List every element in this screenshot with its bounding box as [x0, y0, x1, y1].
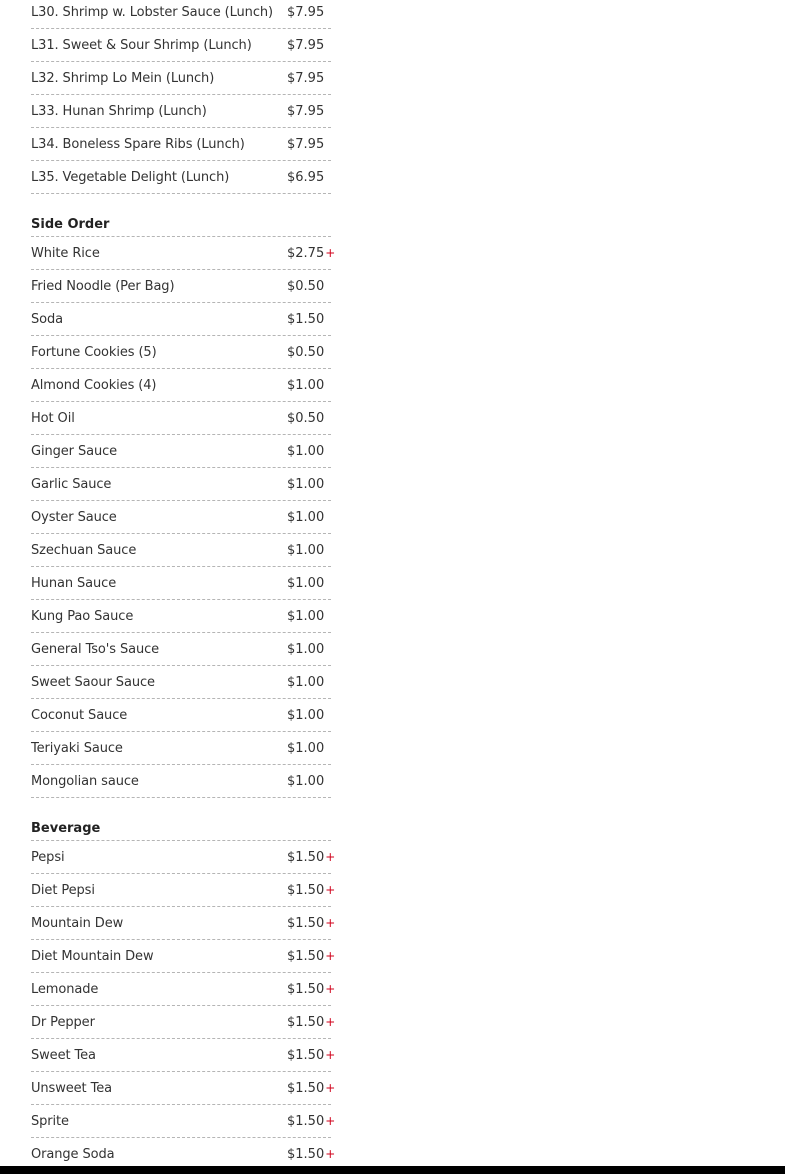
menu-item-price	[287, 477, 331, 492]
menu-item-price	[287, 882, 336, 898]
menu-item-row[interactable]	[31, 940, 336, 973]
menu-item-price	[287, 543, 331, 558]
price-value: $1.00	[287, 476, 325, 492]
price-value: $1.50	[287, 882, 325, 898]
menu-item-price	[287, 312, 331, 327]
menu-item-name: Fortune Cookies (5)	[31, 344, 157, 360]
price-value: $6.95	[287, 169, 325, 185]
menu-item-name: Hot Oil	[31, 410, 75, 426]
menu-item-name: L31. Sweet & Sour Shrimp (Lunch)	[31, 37, 252, 53]
more-options-indicator: +	[325, 1147, 336, 1161]
menu-item-row[interactable]	[31, 468, 331, 501]
menu-item-row[interactable]	[31, 600, 331, 633]
menu-item-row[interactable]	[31, 95, 331, 128]
price-value: $1.00	[287, 674, 325, 690]
menu-item-row[interactable]	[31, 666, 331, 699]
menu-item-name: Garlic Sauce	[31, 476, 112, 492]
menu-item-name: L30. Shrimp w. Lobster Sauce (Lunch)	[31, 4, 273, 20]
menu-item-row[interactable]	[31, 336, 331, 369]
menu-item-row[interactable]	[31, 732, 331, 765]
price-value: $1.50	[287, 1047, 325, 1063]
menu-item-price	[287, 345, 331, 360]
more-options-indicator: +	[325, 916, 336, 930]
more-options-indicator: +	[325, 982, 336, 996]
menu-item-price	[287, 1113, 336, 1129]
menu-item-price	[287, 948, 336, 964]
bottom-bar	[0, 1166, 785, 1174]
menu-item-row[interactable]	[31, 237, 336, 270]
menu-item-name: Almond Cookies (4)	[31, 377, 157, 393]
menu-item-name: Hunan Sauce	[31, 575, 117, 591]
menu-item-name: L35. Vegetable Delight (Lunch)	[31, 169, 230, 185]
price-value: $1.00	[287, 575, 325, 591]
price-value: $7.95	[287, 70, 325, 86]
menu-item-row[interactable]	[31, 1072, 336, 1105]
menu-item-row[interactable]	[31, 907, 336, 940]
price-value: $1.50	[287, 981, 325, 997]
price-value: $1.50	[287, 1014, 325, 1030]
price-value: $1.00	[287, 773, 325, 789]
menu-item-row[interactable]	[31, 567, 331, 600]
menu-item-name: Teriyaki Sauce	[31, 740, 123, 756]
menu-item-price	[287, 741, 331, 756]
menu-item-row[interactable]	[31, 1006, 336, 1039]
menu-item-price	[287, 38, 331, 53]
menu-item-name: Sweet Tea	[31, 1047, 96, 1063]
menu-item-name: Kung Pao Sauce	[31, 608, 134, 624]
menu-item-name: Orange Soda	[31, 1146, 115, 1162]
menu-item-name: Mongolian sauce	[31, 773, 139, 789]
menu-item-price	[287, 170, 331, 185]
price-value: $1.00	[287, 740, 325, 756]
more-options-indicator: +	[325, 850, 336, 864]
menu-item-price	[287, 1146, 336, 1162]
menu-item-row[interactable]	[31, 270, 331, 303]
menu-item-name: Diet Mountain Dew	[31, 948, 154, 964]
price-value: $1.50	[287, 311, 325, 327]
menu-item-name: Ginger Sauce	[31, 443, 118, 459]
menu-item-row[interactable]	[31, 973, 336, 1006]
menu-item-price	[287, 774, 331, 789]
menu-item-price	[287, 279, 331, 294]
menu-item-row[interactable]	[31, 633, 331, 666]
price-value: $1.50	[287, 1113, 325, 1129]
more-options-indicator: +	[325, 883, 336, 897]
menu-item-name: Mountain Dew	[31, 915, 124, 931]
menu-item-row[interactable]	[31, 435, 331, 468]
menu-item-price	[287, 1047, 336, 1063]
price-value: $0.50	[287, 344, 325, 360]
price-value: $1.50	[287, 1146, 325, 1162]
price-value: $0.50	[287, 278, 325, 294]
menu-item-price	[287, 411, 331, 426]
menu-item-name: Sweet Saour Sauce	[31, 674, 155, 690]
menu-item-price	[287, 849, 336, 865]
price-value: $1.00	[287, 641, 325, 657]
menu-item-price	[287, 675, 331, 690]
menu-item-name: L32. Shrimp Lo Mein (Lunch)	[31, 70, 215, 86]
menu-item-name: Diet Pepsi	[31, 882, 95, 898]
menu-item-row[interactable]	[31, 534, 331, 567]
menu-item-price	[287, 609, 331, 624]
menu-item-price	[287, 137, 331, 152]
menu-item-row[interactable]	[31, 501, 331, 534]
menu-item-row[interactable]	[31, 0, 331, 29]
menu-item-name: Fried Noodle (Per Bag)	[31, 278, 175, 294]
menu-item-row[interactable]	[31, 841, 336, 874]
menu-item-name: Szechuan Sauce	[31, 542, 137, 558]
menu-item-row[interactable]	[31, 699, 331, 732]
price-value: $1.00	[287, 707, 325, 723]
menu-item-row[interactable]	[31, 1039, 336, 1072]
price-value: $1.00	[287, 608, 325, 624]
more-options-indicator: +	[325, 1114, 336, 1128]
menu-item-price	[287, 1014, 336, 1030]
price-value: $1.00	[287, 509, 325, 525]
more-options-indicator: +	[325, 1081, 336, 1095]
section-spacer	[31, 194, 331, 205]
menu-item-row[interactable]	[31, 161, 331, 194]
price-value: $7.95	[287, 136, 325, 152]
menu-item-row[interactable]	[31, 29, 331, 62]
menu-item-name: Coconut Sauce	[31, 707, 128, 723]
menu-item-price	[287, 1080, 336, 1096]
menu-item-price	[287, 576, 331, 591]
menu-item-row[interactable]	[31, 369, 331, 402]
price-value: $2.75	[287, 245, 325, 261]
menu-item-price	[287, 245, 336, 261]
menu-item-name: Dr Pepper	[31, 1014, 95, 1030]
menu-item-price	[287, 510, 331, 525]
price-value: $1.50	[287, 1080, 325, 1096]
more-options-indicator: +	[325, 949, 336, 963]
menu-item-row[interactable]	[31, 874, 336, 907]
menu-item-price	[287, 104, 331, 119]
menu-item-row[interactable]	[31, 765, 331, 798]
price-value: $1.50	[287, 849, 325, 865]
menu-item-name: Unsweet Tea	[31, 1080, 112, 1096]
price-value: $1.00	[287, 443, 325, 459]
menu-item-row[interactable]	[31, 128, 331, 161]
menu-item-name: L33. Hunan Shrimp (Lunch)	[31, 103, 207, 119]
price-value: $1.00	[287, 542, 325, 558]
price-value: $1.00	[287, 377, 325, 393]
menu-item-name: White Rice	[31, 245, 100, 261]
menu-item-row[interactable]	[31, 303, 331, 336]
menu-item-price	[287, 71, 331, 86]
menu-item-name: Sprite	[31, 1113, 69, 1129]
menu-item-price	[287, 915, 336, 931]
menu-item-row[interactable]	[31, 1105, 336, 1138]
menu-item-price	[287, 378, 331, 393]
price-value: $7.95	[287, 37, 325, 53]
menu-item-name: General Tso's Sauce	[31, 641, 160, 657]
menu-item-price	[287, 708, 331, 723]
price-value: $0.50	[287, 410, 325, 426]
price-value: $1.50	[287, 948, 325, 964]
menu-item-name: Oyster Sauce	[31, 509, 117, 525]
section-title-beverage: Beverage	[31, 809, 331, 841]
price-value: $7.95	[287, 103, 325, 119]
menu-item-price	[287, 981, 336, 997]
menu-item-name: Soda	[31, 311, 64, 327]
menu-item-row[interactable]	[31, 402, 331, 435]
menu-item-price	[287, 5, 331, 20]
menu-item-name: Lemonade	[31, 981, 99, 997]
price-value: $7.95	[287, 4, 325, 20]
more-options-indicator: +	[325, 246, 336, 260]
menu-item-name: Pepsi	[31, 849, 65, 865]
section-title-side-order: Side Order	[31, 205, 331, 237]
menu-item-price	[287, 444, 331, 459]
menu-list	[31, 0, 336, 1171]
more-options-indicator: +	[325, 1015, 336, 1029]
price-value: $1.50	[287, 915, 325, 931]
section-spacer	[31, 798, 331, 809]
menu-item-row[interactable]	[31, 62, 331, 95]
menu-item-price	[287, 642, 331, 657]
more-options-indicator: +	[325, 1048, 336, 1062]
menu-item-name: L34. Boneless Spare Ribs (Lunch)	[31, 136, 245, 152]
